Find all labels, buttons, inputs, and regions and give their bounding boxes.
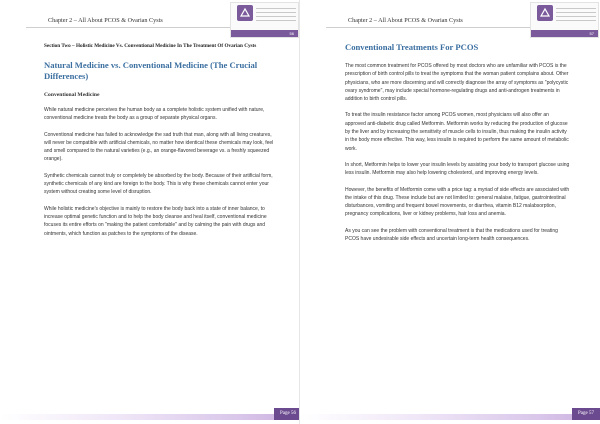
paragraph: Synthetic chemicals cannot truly or completely be absorbed by the body. Because of their artificial form, synthetic chemicals of any kind are foreign to the body. This is why these chemicals cannot enter your system without creating some level of disruption. — [44, 172, 273, 196]
header-page-number: 57 — [531, 30, 598, 37]
running-header-chapter: Chapter 2 – All About PCOS & Ovarian Cysts — [348, 17, 463, 24]
header-brand-line — [256, 8, 296, 9]
subheading: Conventional Medicine — [44, 92, 100, 98]
header-brand-line — [256, 16, 296, 17]
footer-page-label: Page 56 — [274, 408, 300, 420]
header-brand-line — [556, 12, 596, 13]
header-page-number: 56 — [231, 30, 298, 37]
header-rule — [326, 27, 544, 28]
footer-gradient-bar — [300, 414, 600, 420]
header-brand-line — [556, 20, 596, 21]
paragraph: While holistic medicine's objective is mainly to restore the body back into a state of inner balance, to increase optimal genetic function and to help the body cleanse and heal itself, conventional medicine focuses its entire efforts on "making the patient comfortable" and by calming the pain with drugs and ointments, which function as patches to the symptoms of the disease. — [44, 205, 267, 237]
page-title: Conventional Treatments For PCOS — [345, 42, 479, 52]
paragraph: As you can see the problem with conventional treatment is that the medications used for treating PCOS have undesirable side effects and uncertain long-term health consequences. — [345, 227, 558, 243]
paragraph: In short, Metformin helps to lower your insulin levels by assisting your body to transport glucose using less insulin. Metformin may also help lowering cholesterol, and improving energy levels. — [345, 161, 570, 177]
header-brand-line — [256, 20, 296, 21]
running-header-chapter: Chapter 2 – All About PCOS & Ovarian Cysts — [48, 17, 163, 24]
page-footer — [300, 408, 600, 420]
footer-page-label: Page 57 — [572, 408, 600, 420]
right-page — [300, 0, 600, 424]
paragraph: While natural medicine perceives the human body as a complete holistic system unified with nature, conventional medicine treats the body as a group of separate physical organs. — [44, 107, 265, 122]
paragraph: However, the benefits of Metformin come with a price tag: a myriad of side effects are associated with the intake of this drug. These include but are not limited to: general malaise, fatigue, gastrointestinal disturbances, vomiting and frequent bowel movements, or diarrhea, vitamin B12 malabsorption, pregnancy complications, liver or kidney problems, hair loss and anemia. — [345, 186, 570, 218]
book-logo-icon — [537, 5, 553, 21]
paragraph: The most common treatment for PCOS offered by most doctors who are unfamiliar with PCOS is the prescription of birth control pills to treat the symptoms that the woman patient complains about. Other physicians, who are more discerning and will correctly diagnose the array of symptoms as "polycystic ovary syndrome", may include special hormone-regulating drugs and anti-androgen treatments in addition to birth control pills. — [345, 63, 569, 103]
paragraph: Conventional medicine has failed to acknowledge the sad truth that man, along with all living creatures, will never be compatible with artificial chemicals, no matter how identical these chemicals may look, feel and smell compared to the natural varieties (e.g., an orange-flavored beverage vs. a freshly squeezed orange). — [44, 131, 274, 163]
page-title: Natural Medicine vs. Conventional Medicine (The Crucial Differences) — [44, 60, 258, 81]
page-footer — [0, 408, 300, 420]
right-page-content — [345, 40, 571, 251]
header-rule — [26, 27, 244, 28]
paragraph: To treat the insulin resistance factor among PCOS women, most physicians will also offer an approved anti-diabetic drug called Metformin. Metformin works by reducing the production of glucose by the liver and by increasing the sensitivity of muscle cells to insulin, thus making the insulin activity in the body more effective. This way, less insulin is required to perform the same amount of metabolic work. — [345, 112, 569, 152]
book-logo-icon — [237, 5, 253, 21]
header-brand-line — [556, 8, 596, 9]
footer-gradient-bar — [0, 414, 300, 420]
header-brand-line — [556, 16, 596, 17]
header-brand-line — [256, 12, 296, 13]
header-brand-box — [530, 2, 599, 38]
header-brand-box — [230, 2, 299, 38]
section-line: Section Two – Holistic Medicine Vs. Conventional Medicine In The Treatment Of Ovarian Cysts — [44, 43, 257, 49]
left-page-content — [44, 40, 274, 246]
